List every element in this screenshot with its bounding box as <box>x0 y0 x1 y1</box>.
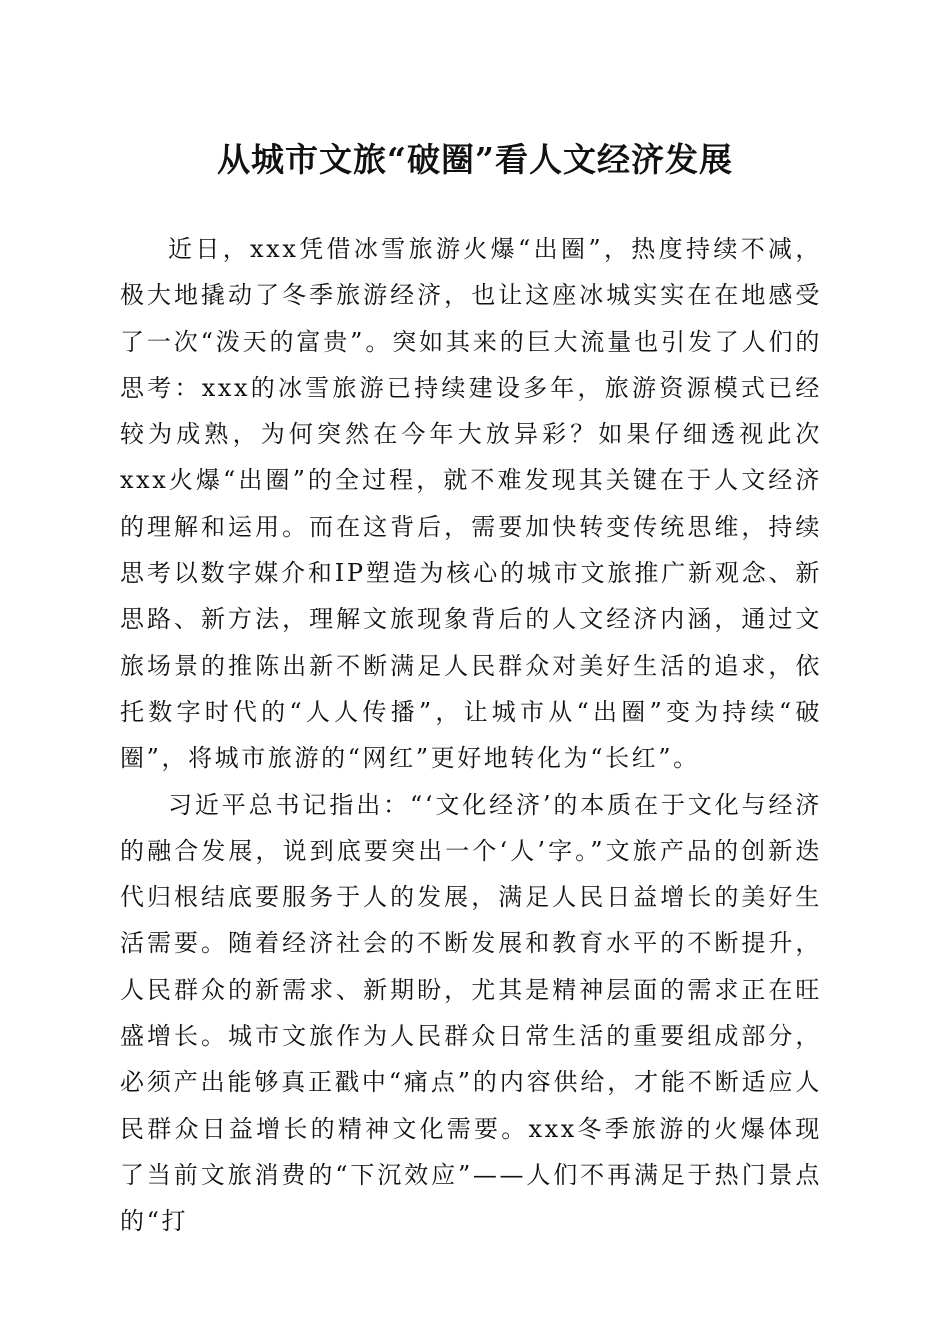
document-body <box>120 226 822 1245</box>
paragraph-2: 习近平总书记指出：“‘文化经济’的本质在于文化与经济的融合发展，说到底要突出一个‘人’字。”文旅产品的创新迭代归根结底要服务于人的发展，满足人民日益增长的美好生活需要。随着经济社会的不断发展和教育水平的不断提升，人民群众的新需求、新期盼，尤其是精神层面的需求正在旺盛增长。城市文旅作为人民群众日常生活的重要组成部分，必须产出能够真正戳中“痛点”的内容供给，才能不断适应人民群众日益增长的精神文化需要。xxx冬季旅游的火爆体现了当前文旅消费的“下沉效应”——人们不再满足于热门景点的“打 <box>120 790 822 1236</box>
document-title: 从城市文旅“破圈”看人文经济发展 <box>217 140 733 179</box>
paragraph-1: 近日，xxx凭借冰雪旅游火爆“出圈”，热度持续不减，极大地撬动了冬季旅游经济，也让这座冰城实实在在地感受了一次“泼天的富贵”。突如其来的巨大流量也引发了人们的思考：xxx的冰雪旅游已持续建设多年，旅游资源模式已经较为成熟，为何突然在今年大放异彩？如果仔细透视此次xxx火爆“出圈”的全过程，就不难发现其关键在于人文经济的理解和运用。而在这背后，需要加快转变传统思维，持续思考以数字媒介和IP塑造为核心的城市文旅推广新观念、新思路、新方法，理解文旅现象背后的人文经济内涵，通过文旅场景的推陈出新不断满足人民群众对美好生活的追求，依托数字时代的“人人传播”，让城市从“出圈”变为持续“破圈”，将城市旅游的“网红”更好地转化为“长红”。 <box>120 235 822 773</box>
